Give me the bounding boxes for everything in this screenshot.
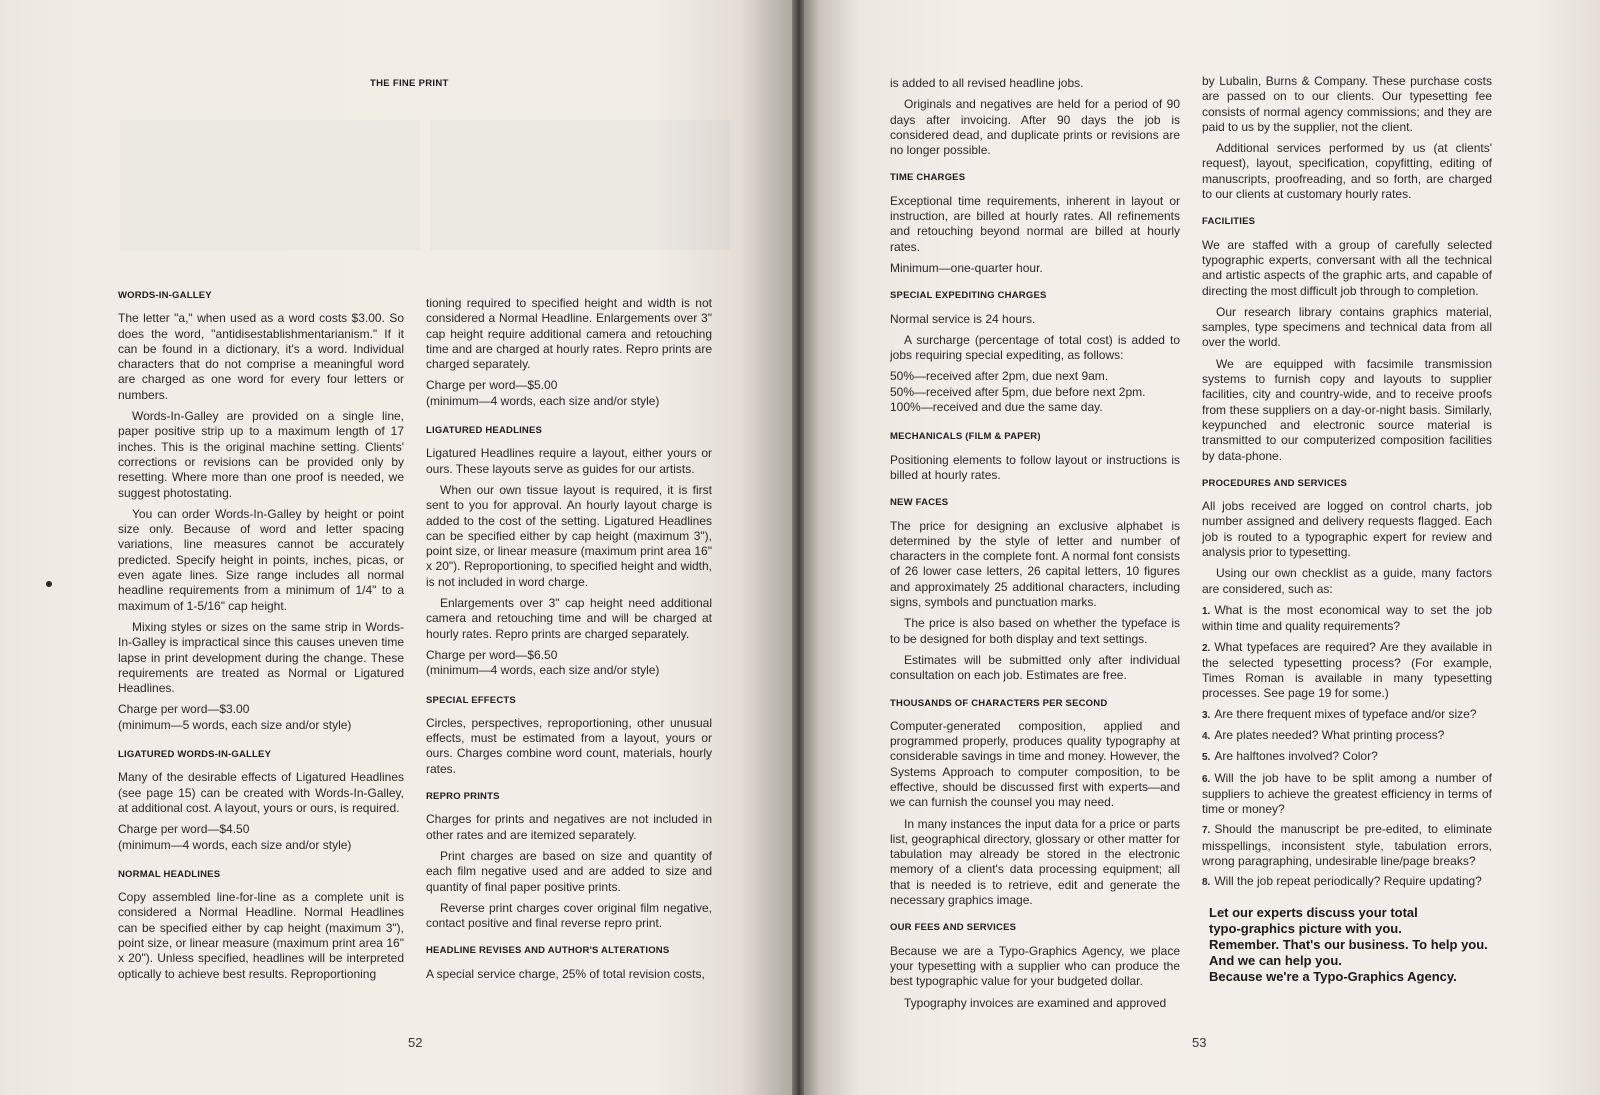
item-number: 3. (1202, 709, 1211, 721)
charge-minimum: (minimum—4 words, each size and/or style) (426, 393, 660, 408)
paragraph: Circles, perspectives, reproportioning, other unusual effects, must be estimated from a layout, yours or ours. Charges combine word count, materials, hourly rates. (426, 715, 712, 776)
margin-dot (46, 581, 52, 587)
paragraph: The price is also based on whether the typeface is to be designed for both display and text settings. (890, 616, 1180, 646)
heading-time-charges: TIME CHARGES (890, 172, 966, 184)
left-column-1 (118, 288, 404, 988)
checklist-item (1202, 603, 1492, 635)
paragraph: Positioning elements to follow layout or instructions is billed at hourly rates. (890, 452, 1180, 482)
paragraph: Normal service is 24 hours. (890, 311, 1036, 326)
show-through-shadow (120, 120, 420, 250)
paragraph: Reverse print charges cover original film negative, contact positive and final reverse repro print. (426, 900, 712, 931)
paragraph: tioning required to specified height and width is not considered a Normal Headline. Enlargements over 3" cap height require additional camera and retouching time and are charged at hourly rates. Repro prints are charged separately. (426, 296, 712, 372)
checklist-item (1202, 707, 1492, 723)
charge-minimum: (minimum—5 words, each size and/or style) (118, 717, 352, 732)
show-through-shadow (430, 120, 730, 250)
item-text: What is the most economical way to set the job within time and quality requirements? (1202, 602, 1492, 634)
item-number: 1. (1202, 605, 1211, 617)
heading-words-in-galley: WORDS-IN-GALLEY (118, 290, 212, 301)
paragraph: Exceptional time requirements, inherent in layout or instruction, are billed at hourly rates. All refinements and retouching beyond normal are billed at hourly rates. (890, 193, 1180, 254)
paragraph: Additional services performed by us (at clients' request), layout, specification, copyfitting, editing of manuscripts, proofreading, and so forth, are charged to our clients at customary hourly rates. (1202, 141, 1492, 202)
checklist-item (1202, 640, 1492, 702)
item-text: Are there frequent mixes of typeface and/or size? (1214, 706, 1477, 721)
paragraph: Our research library contains graphics material, samples, type specimens and technical data from all over the world. (1202, 304, 1492, 350)
paragraph: Originals and negatives are held for a period of 90 days after invoicing. After 90 days the job is considered dead, and duplicate prints or revisions are no longer possible. (890, 97, 1180, 158)
charge-rate: Charge per word—$4.50 (118, 822, 250, 837)
paragraph: We are staffed with a group of carefully selected typographic experts, conversant with all the technical and artistic aspects of the graphic arts, and capable of directing the most difficult job through to completion. (1202, 237, 1492, 298)
charge-block (426, 648, 712, 679)
heading-ligatured-words-in-galley: LIGATURED WORDS-IN-GALLEY (118, 749, 272, 761)
charge-rate: Charge per word—$6.50 (426, 647, 558, 662)
heading-mechanicals: MECHANICALS (FILM & PAPER) (890, 431, 1041, 443)
item-text: Will the job have to be split among a number of suppliers to achieve the greatest efficiency in terms of time or money? (1202, 770, 1492, 817)
paragraph: A surcharge (percentage of total cost) is added to jobs requiring special expediting, as follows: (890, 332, 1180, 363)
item-text: Are plates needed? What printing process? (1214, 727, 1445, 742)
rate-line: 50%—received after 5pm, due before next 2pm. (890, 384, 1146, 399)
heading-our-fees-and-services: OUR FEES AND SERVICES (890, 922, 1017, 934)
heading-ligatured-headlines: LIGATURED HEADLINES (426, 425, 543, 437)
rate-line: 100%—received and due the same day. (890, 400, 1103, 415)
paragraph: Mixing styles or sizes on the same strip in Words-In-Galley is impractical since this causes uneven time lapse in print development during the change. These requirements are treated as Normal or Ligatured Headlines. (118, 619, 404, 696)
closing-statement (1209, 905, 1509, 985)
paragraph: by Lubalin, Burns & Company. These purchase costs are passed on to our clients. Our typesetting fee consists of normal agency commissions; and they are paid to us by the supplier, not the client. (1202, 74, 1492, 134)
paragraph: Because we are a Typo-Graphics Agency, we place your typesetting with a supplier who can produce the best typographic value for your budgeted dollar. (890, 943, 1180, 989)
paragraph: is added to all revised headline jobs. (890, 76, 1084, 90)
paragraph: You can order Words-In-Galley by height or point size only. Because of word and letter spacing variations, line measures cannot be accurately predicted. Specify height in points, inches, picas, or even agate lines. Size range includes all normal headline requirements from a minimum of 1/4" to a maximum of 1-5/16" cap height. (118, 506, 404, 613)
checklist-item (1202, 822, 1492, 869)
charge-block (118, 702, 404, 733)
heading-headline-revises: HEADLINE REVISES AND AUTHOR'S ALTERATIONS (426, 945, 670, 957)
right-column-2 (1202, 74, 1492, 896)
closing-line: typo-graphics picture with you. (1209, 921, 1402, 936)
paragraph: Many of the desirable effects of Ligatured Headlines (see page 15) can be created with Words-In-Galley, at additional cost. A layout, yours or ours, is required. (118, 770, 404, 815)
paragraph: Computer-generated composition, applied and programmed properly, produces quality typography at considerable savings in time and money. However, the Systems Approach to computer composition, to be effective, should be discussed first with experts—and we can furnish the counsel you may need. (890, 718, 1180, 810)
paragraph: The letter "a," when used as a word costs $3.00. So does the word, "antidisestablishmentarianism." If it can be found in a dictionary, it's a word. Individual characters that do not comprise a meaningful word are charged as one word for every four letters or numbers. (118, 311, 404, 402)
paragraph: Ligatured Headlines require a layout, either yours or ours. These layouts serve as guides for our artists. (426, 446, 712, 476)
charge-rate: Charge per word—$3.00 (118, 702, 250, 717)
item-number: 6. (1202, 773, 1211, 785)
paragraph: Using our own checklist as a guide, many factors are considered, such as: (1202, 566, 1492, 596)
checklist (1202, 603, 1492, 891)
paragraph: When our own tissue layout is required, it is first sent to you for approval. An hourly layout charge is added to the cost of the setting. Ligatured Headlines can be specified either by cap height (maximum 3"), point size, or linear measure (maximum print area 16" x 20"). Reproportioning, to specified height and width, is not included in word charge. (426, 482, 712, 589)
paragraph: Copy assembled line-for-line as a complete unit is considered a Normal Headline. Normal Headlines can be specified either by cap height (maximum 3"), point size, or linear measure (maximum print area 16" x 20"). Unless specified, headlines will be interpreted optically to achieve best results. Reproportioning (118, 890, 404, 981)
item-number: 2. (1202, 642, 1211, 654)
checklist-item (1202, 749, 1492, 765)
heading-special-effects: SPECIAL EFFECTS (426, 694, 516, 706)
paragraph: Typography invoices are examined and approved (904, 995, 1167, 1010)
paragraph: In many instances the input data for a price or parts list, geographical directory, glossary or other matter for tabulation may already be stored in the electronic memory of a client's data processing equipment; all that is needed is to retrieve, edit and generate the necessary graphics image. (890, 816, 1180, 908)
item-number: 4. (1202, 730, 1211, 742)
closing-line: Let our experts discuss your total (1209, 905, 1418, 920)
left-column-2 (426, 296, 712, 988)
left-page (0, 0, 796, 1095)
paragraph: Charges for prints and negatives are not included in other rates and are itemized separately. (426, 812, 712, 842)
item-text: Should the manuscript be pre-edited, to eliminate misspellings, inconsistent style, tabulation errors, wrong paragraphing, undesirable line/page breaks? (1202, 822, 1492, 869)
paragraph: All jobs received are logged on control charts, job number assigned and delivery requests flagged. Each job is routed to a typographic expert for review and analysis prior to typesetting. (1202, 499, 1492, 560)
rate-line: 50%—received after 2pm, due next 9am. (890, 369, 1109, 384)
heading-normal-headlines: NORMAL HEADLINES (118, 868, 221, 880)
heading-new-faces: NEW FACES (890, 497, 949, 509)
expediting-rates (890, 369, 1180, 415)
charge-block (426, 378, 712, 409)
checklist-item (1202, 728, 1492, 744)
running-head: THE FINE PRINT (370, 78, 449, 89)
heading-facilities: FACILITIES (1202, 216, 1256, 228)
paragraph: Minimum—one-quarter hour. (890, 260, 1043, 275)
item-text: What typefaces are required? Are they available in the selected typesetting process? (For example, Times Roman is available in many typesetting processes. See page 19 for some.) (1202, 639, 1492, 701)
paragraph: The price for designing an exclusive alphabet is determined by the style of letter and number of characters in the complete font. A normal font consists of 26 lower case letters, 26 capital letters, 10 figures and approximately 25 additional characters, including signs, symbols and punctuation marks. (890, 518, 1180, 610)
page-number: 52 (408, 1035, 423, 1050)
charge-block (118, 822, 404, 853)
heading-special-expediting-charges: SPECIAL EXPEDITING CHARGES (890, 290, 1047, 302)
checklist-item (1202, 771, 1492, 818)
heading-thousands-of-characters: THOUSANDS OF CHARACTERS PER SECOND (890, 697, 1108, 709)
paragraph: Estimates will be submitted only after individual consultation on each job. Estimates are free. (890, 652, 1180, 683)
item-number: 8. (1202, 877, 1211, 889)
checklist-item (1202, 874, 1492, 890)
closing-line: Remember. That's our business. To help you. (1209, 937, 1488, 952)
paragraph: We are equipped with facsimile transmission systems to furnish copy and layouts to supplier facilities, city and country-wide, and to receive proofs from these suppliers on a day-or-night basis. Similarly, keypunched and electronic source material is transmitted to our computerized composition facilities by data-phone. (1202, 356, 1492, 463)
paragraph: Words-In-Galley are provided on a single line, paper positive strip up to a maximum length of 17 inches. This is the original machine setting. Clients' corrections or revisions can be provided only by resetting. Where more than one proof is needed, we suggest photostating. (118, 409, 404, 500)
right-column-1 (890, 76, 1180, 1017)
item-number: 5. (1202, 752, 1211, 764)
heading-procedures-and-services: PROCEDURES AND SERVICES (1202, 477, 1348, 489)
paragraph: Enlargements over 3" cap height need additional camera and retouching time and will be charged at hourly rates. Repro prints are charged separately. (426, 596, 712, 641)
heading-repro-prints: REPRO PRINTS (426, 791, 500, 803)
paragraph: A special service charge, 25% of total revision costs, (426, 966, 705, 981)
closing-line: Because we're a Typo-Graphics Agency. (1209, 969, 1457, 984)
item-text: Are halftones involved? Color? (1214, 749, 1378, 764)
charge-minimum: (minimum—4 words, each size and/or style) (426, 663, 660, 678)
item-text: Will the job repeat periodically? Require updating? (1214, 874, 1482, 889)
item-number: 7. (1202, 825, 1211, 837)
charge-minimum: (minimum—4 words, each size and/or style) (118, 837, 352, 852)
charge-rate: Charge per word—$5.00 (426, 378, 558, 393)
page-number: 53 (1192, 1035, 1207, 1050)
closing-line: And we can help you. (1209, 953, 1342, 968)
paragraph: Print charges are based on size and quantity of each film negative used and are added to size and quantity of final paper positive prints. (426, 848, 712, 894)
